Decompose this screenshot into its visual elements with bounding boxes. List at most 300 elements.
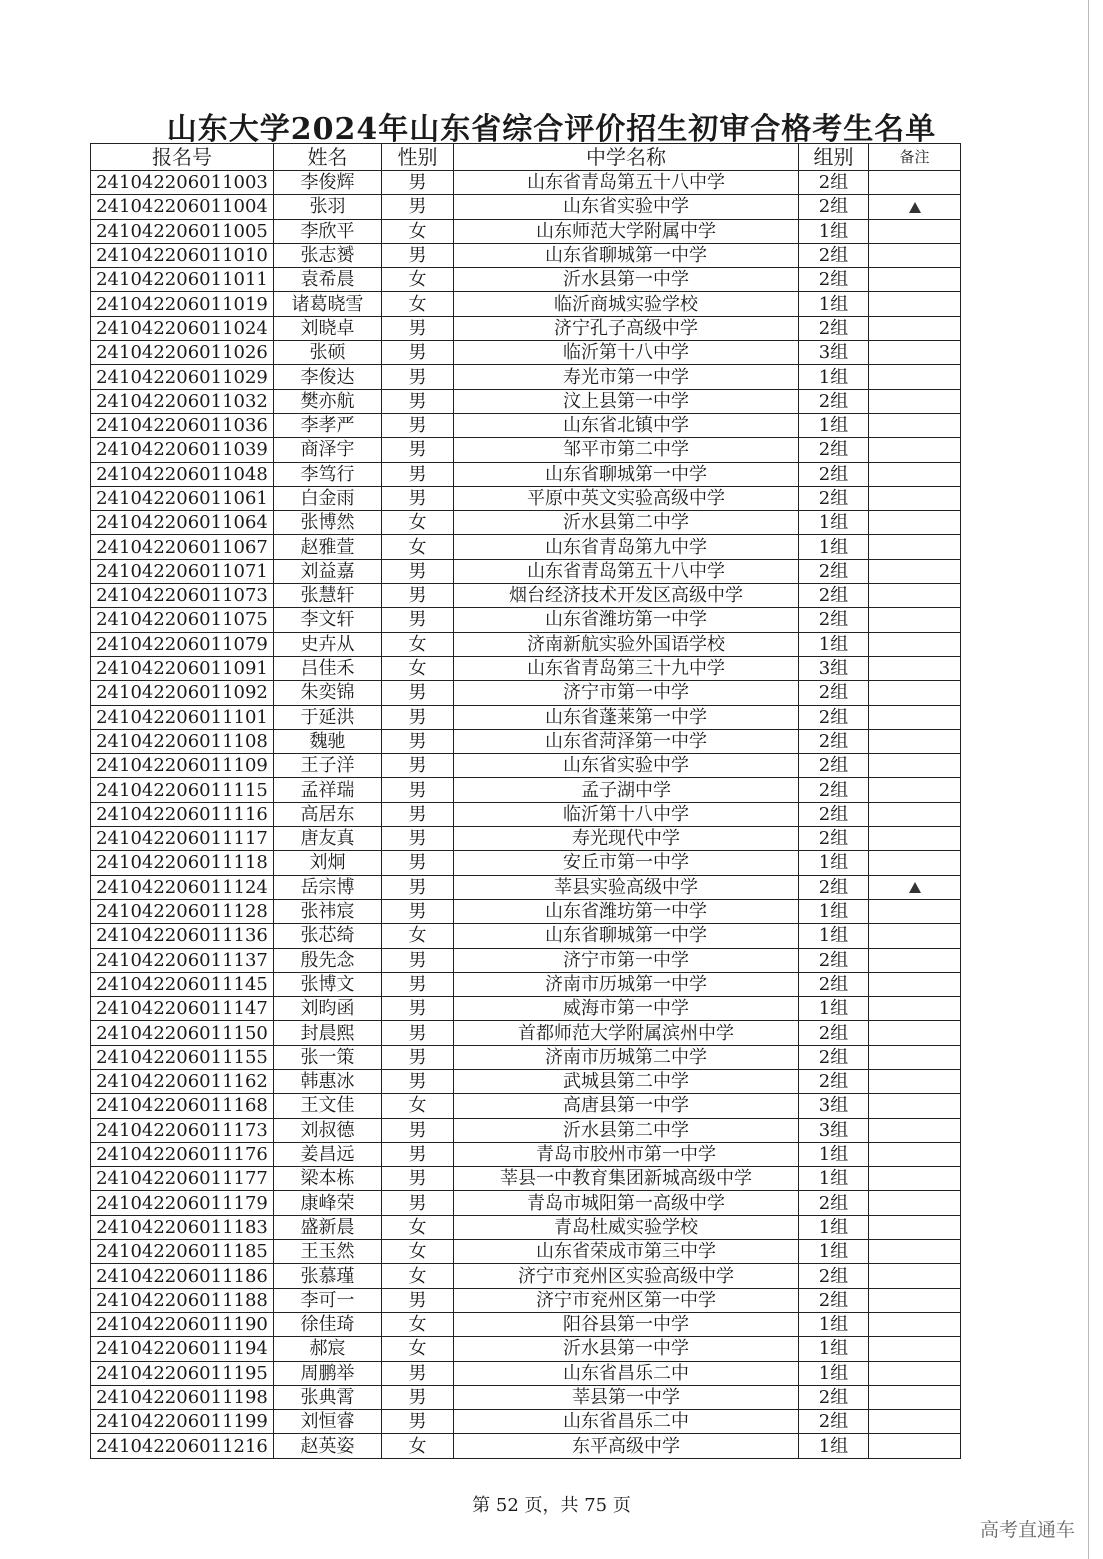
cell-school: 莘县实验高级中学 [454, 875, 799, 899]
table-row [91, 754, 961, 778]
cell-school: 武城县第二中学 [454, 1069, 799, 1093]
cell-group: 2组 [799, 243, 869, 267]
cell-school: 济宁市第一中学 [454, 681, 799, 705]
cell-id: 241042206011173 [91, 1118, 274, 1142]
header-name: 姓名 [274, 144, 382, 171]
cell-group: 2组 [799, 171, 869, 195]
cell-group: 1组 [799, 1215, 869, 1239]
table-row [91, 413, 961, 437]
cell-group: 3组 [799, 341, 869, 365]
cell-name: 盛新晨 [274, 1215, 382, 1239]
cell-gender: 男 [382, 802, 454, 826]
cell-note [869, 608, 961, 632]
cell-group: 2组 [799, 608, 869, 632]
cell-note [869, 171, 961, 195]
table-row [91, 1215, 961, 1239]
cell-gender: 男 [382, 729, 454, 753]
table-row [91, 584, 961, 608]
cell-id: 241042206011079 [91, 632, 274, 656]
cell-id: 241042206011036 [91, 413, 274, 437]
cell-name: 赵雅萱 [274, 535, 382, 559]
cell-group: 2组 [799, 1021, 869, 1045]
table-row [91, 924, 961, 948]
table-row [91, 438, 961, 462]
cell-school: 莘县一中教育集团新城高级中学 [454, 1167, 799, 1191]
cell-id: 241042206011185 [91, 1240, 274, 1264]
cell-gender: 女 [382, 1264, 454, 1288]
cell-school: 临沂第十八中学 [454, 802, 799, 826]
cell-note [869, 875, 961, 899]
cell-id: 241042206011168 [91, 1094, 274, 1118]
cell-group: 2组 [799, 438, 869, 462]
cell-note [869, 1240, 961, 1264]
table-row [91, 243, 961, 267]
cell-note [869, 948, 961, 972]
cell-note [869, 681, 961, 705]
cell-note [869, 341, 961, 365]
cell-name: 王子洋 [274, 754, 382, 778]
cell-group: 1组 [799, 1337, 869, 1361]
table-row [91, 802, 961, 826]
cell-school: 济南市历城第一中学 [454, 972, 799, 996]
cell-school: 临沂商城实验学校 [454, 292, 799, 316]
table-row [91, 1264, 961, 1288]
cell-id: 241042206011024 [91, 316, 274, 340]
table-row [91, 195, 961, 219]
cell-school: 济宁孔子高级中学 [454, 316, 799, 340]
cell-group: 2组 [799, 948, 869, 972]
cell-school: 山东省青岛第五十八中学 [454, 171, 799, 195]
cell-group: 2组 [799, 802, 869, 826]
cell-group: 1组 [799, 219, 869, 243]
cell-school: 威海市第一中学 [454, 997, 799, 1021]
cell-group: 2组 [799, 729, 869, 753]
cell-group: 1组 [799, 535, 869, 559]
cell-school: 东平高级中学 [454, 1434, 799, 1458]
cell-note [869, 511, 961, 535]
cell-note [869, 1312, 961, 1336]
cell-school: 山东省菏泽第一中学 [454, 729, 799, 753]
candidate-table [90, 143, 961, 1459]
cell-gender: 女 [382, 1337, 454, 1361]
cell-id: 241042206011115 [91, 778, 274, 802]
cell-group: 1组 [799, 1434, 869, 1458]
cell-gender: 男 [382, 681, 454, 705]
table-row [91, 292, 961, 316]
cell-name: 王文佳 [274, 1094, 382, 1118]
cell-gender: 女 [382, 535, 454, 559]
page-edge-line [1088, 0, 1089, 1559]
cell-school: 邹平市第二中学 [454, 438, 799, 462]
cell-group: 1组 [799, 1312, 869, 1336]
cell-gender: 男 [382, 1288, 454, 1312]
table-row [91, 608, 961, 632]
cell-note [869, 462, 961, 486]
cell-name: 张志赟 [274, 243, 382, 267]
table-row [91, 1240, 961, 1264]
cell-name: 高居东 [274, 802, 382, 826]
table-row [91, 1361, 961, 1385]
cell-school: 山东省潍坊第一中学 [454, 608, 799, 632]
cell-gender: 男 [382, 851, 454, 875]
table-body [91, 171, 961, 1459]
table-row [91, 486, 961, 510]
cell-note [869, 1142, 961, 1166]
cell-gender: 男 [382, 462, 454, 486]
cell-id: 241042206011071 [91, 559, 274, 583]
cell-id: 241042206011186 [91, 1264, 274, 1288]
cell-gender: 男 [382, 1167, 454, 1191]
cell-name: 李笃行 [274, 462, 382, 486]
cell-id: 241042206011190 [91, 1312, 274, 1336]
page-title: 山东大学2024年山东省综合评价招生初审合格考生名单 [166, 112, 937, 147]
header-gender: 性别 [382, 144, 454, 171]
cell-id: 241042206011026 [91, 341, 274, 365]
cell-gender: 男 [382, 1410, 454, 1434]
cell-gender: 男 [382, 875, 454, 899]
cell-id: 241042206011137 [91, 948, 274, 972]
table-row [91, 1045, 961, 1069]
cell-note [869, 1094, 961, 1118]
cell-id: 241042206011029 [91, 365, 274, 389]
cell-group: 1组 [799, 292, 869, 316]
cell-id: 241042206011128 [91, 899, 274, 923]
cell-id: 241042206011179 [91, 1191, 274, 1215]
table-row [91, 511, 961, 535]
cell-note [869, 1385, 961, 1409]
table-header-row [91, 144, 961, 171]
cell-id: 241042206011061 [91, 486, 274, 510]
triangle-mark-icon [909, 202, 921, 213]
cell-name: 李俊达 [274, 365, 382, 389]
cell-id: 241042206011116 [91, 802, 274, 826]
cell-school: 山东省青岛第五十八中学 [454, 559, 799, 583]
header-school: 中学名称 [454, 144, 799, 171]
cell-name: 李可一 [274, 1288, 382, 1312]
cell-gender: 男 [382, 243, 454, 267]
cell-school: 山东省实验中学 [454, 754, 799, 778]
cell-gender: 男 [382, 899, 454, 923]
table-row [91, 365, 961, 389]
cell-note [869, 316, 961, 340]
cell-group: 2组 [799, 389, 869, 413]
cell-gender: 男 [382, 827, 454, 851]
cell-school: 山东省潍坊第一中学 [454, 899, 799, 923]
cell-gender: 女 [382, 1240, 454, 1264]
cell-group: 3组 [799, 1118, 869, 1142]
cell-id: 241042206011124 [91, 875, 274, 899]
table-row [91, 171, 961, 195]
header-group: 组别 [799, 144, 869, 171]
cell-id: 241042206011010 [91, 243, 274, 267]
table-row [91, 316, 961, 340]
cell-school: 莘县第一中学 [454, 1385, 799, 1409]
cell-name: 樊亦航 [274, 389, 382, 413]
cell-name: 史卉从 [274, 632, 382, 656]
cell-group: 2组 [799, 584, 869, 608]
cell-id: 241042206011188 [91, 1288, 274, 1312]
cell-school: 沂水县第二中学 [454, 1118, 799, 1142]
cell-note [869, 827, 961, 851]
cell-gender: 男 [382, 365, 454, 389]
cell-group: 1组 [799, 365, 869, 389]
cell-school: 沂水县第二中学 [454, 511, 799, 535]
cell-name: 刘晓卓 [274, 316, 382, 340]
cell-note [869, 1167, 961, 1191]
cell-name: 商泽宇 [274, 438, 382, 462]
cell-name: 唐友真 [274, 827, 382, 851]
cell-note [869, 754, 961, 778]
table-row [91, 1069, 961, 1093]
cell-id: 241042206011075 [91, 608, 274, 632]
cell-school: 青岛市胶州市第一中学 [454, 1142, 799, 1166]
cell-id: 241042206011011 [91, 268, 274, 292]
cell-school: 烟台经济技术开发区高级中学 [454, 584, 799, 608]
cell-school: 阳谷县第一中学 [454, 1312, 799, 1336]
cell-note [869, 1118, 961, 1142]
cell-group: 3组 [799, 656, 869, 680]
cell-name: 张典霄 [274, 1385, 382, 1409]
cell-gender: 女 [382, 924, 454, 948]
cell-id: 241042206011155 [91, 1045, 274, 1069]
cell-gender: 男 [382, 705, 454, 729]
cell-group: 1组 [799, 899, 869, 923]
cell-group: 2组 [799, 1264, 869, 1288]
cell-gender: 女 [382, 511, 454, 535]
cell-group: 1组 [799, 632, 869, 656]
table-row [91, 997, 961, 1021]
cell-group: 2组 [799, 486, 869, 510]
cell-group: 2组 [799, 754, 869, 778]
cell-name: 刘叔德 [274, 1118, 382, 1142]
cell-school: 首都师范大学附属滨州中学 [454, 1021, 799, 1045]
table-row [91, 705, 961, 729]
cell-id: 241042206011194 [91, 1337, 274, 1361]
cell-group: 1组 [799, 924, 869, 948]
cell-gender: 男 [382, 1045, 454, 1069]
cell-school: 平原中英文实验高级中学 [454, 486, 799, 510]
header-id: 报名号 [91, 144, 274, 171]
cell-school: 山东省聊城第一中学 [454, 924, 799, 948]
table-row [91, 1094, 961, 1118]
cell-school: 寿光现代中学 [454, 827, 799, 851]
cell-note [869, 851, 961, 875]
cell-note [869, 219, 961, 243]
cell-note [869, 438, 961, 462]
cell-id: 241042206011117 [91, 827, 274, 851]
cell-school: 山东省青岛第九中学 [454, 535, 799, 559]
cell-gender: 女 [382, 1094, 454, 1118]
cell-gender: 男 [382, 486, 454, 510]
cell-group: 2组 [799, 1045, 869, 1069]
cell-note [869, 705, 961, 729]
table-row [91, 875, 961, 899]
cell-group: 2组 [799, 462, 869, 486]
cell-note [869, 778, 961, 802]
cell-gender: 男 [382, 997, 454, 1021]
cell-id: 241042206011091 [91, 656, 274, 680]
cell-group: 2组 [799, 972, 869, 996]
cell-group: 2组 [799, 875, 869, 899]
cell-name: 孟祥瑞 [274, 778, 382, 802]
cell-name: 岳宗博 [274, 875, 382, 899]
cell-id: 241042206011048 [91, 462, 274, 486]
cell-note [869, 1045, 961, 1069]
cell-name: 韩惠冰 [274, 1069, 382, 1093]
cell-name: 张硕 [274, 341, 382, 365]
cell-note [869, 924, 961, 948]
table-row [91, 851, 961, 875]
table-row [91, 778, 961, 802]
cell-id: 241042206011003 [91, 171, 274, 195]
cell-group: 2组 [799, 316, 869, 340]
cell-gender: 男 [382, 341, 454, 365]
cell-note [869, 729, 961, 753]
cell-name: 张博然 [274, 511, 382, 535]
cell-gender: 女 [382, 268, 454, 292]
cell-school: 山东省实验中学 [454, 195, 799, 219]
cell-school: 山东师范大学附属中学 [454, 219, 799, 243]
cell-group: 1组 [799, 511, 869, 535]
cell-note [869, 1215, 961, 1239]
cell-id: 241042206011073 [91, 584, 274, 608]
cell-school: 山东省昌乐二中 [454, 1361, 799, 1385]
cell-name: 赵英姿 [274, 1434, 382, 1458]
cell-group: 2组 [799, 681, 869, 705]
cell-name: 袁希晨 [274, 268, 382, 292]
cell-gender: 女 [382, 1434, 454, 1458]
cell-note [869, 1264, 961, 1288]
cell-note [869, 1361, 961, 1385]
cell-name: 殷先念 [274, 948, 382, 972]
cell-group: 1组 [799, 413, 869, 437]
cell-name: 王玉然 [274, 1240, 382, 1264]
cell-gender: 男 [382, 608, 454, 632]
cell-id: 241042206011199 [91, 1410, 274, 1434]
cell-group: 2组 [799, 559, 869, 583]
cell-gender: 女 [382, 292, 454, 316]
cell-id: 241042206011092 [91, 681, 274, 705]
cell-name: 李文轩 [274, 608, 382, 632]
cell-group: 2组 [799, 1288, 869, 1312]
cell-id: 241042206011198 [91, 1385, 274, 1409]
cell-id: 241042206011162 [91, 1069, 274, 1093]
cell-school: 沂水县第一中学 [454, 1337, 799, 1361]
cell-gender: 女 [382, 1312, 454, 1336]
table-row [91, 1118, 961, 1142]
cell-group: 2组 [799, 827, 869, 851]
table-row [91, 559, 961, 583]
table-row [91, 899, 961, 923]
cell-id: 241042206011145 [91, 972, 274, 996]
cell-id: 241042206011101 [91, 705, 274, 729]
cell-note [869, 1410, 961, 1434]
cell-school: 山东省荣成市第三中学 [454, 1240, 799, 1264]
cell-school: 安丘市第一中学 [454, 851, 799, 875]
table-row [91, 632, 961, 656]
cell-id: 241042206011136 [91, 924, 274, 948]
cell-group: 2组 [799, 1410, 869, 1434]
cell-name: 周鹏举 [274, 1361, 382, 1385]
cell-name: 朱奕锦 [274, 681, 382, 705]
table-row [91, 1191, 961, 1215]
table-row [91, 729, 961, 753]
table-row [91, 1337, 961, 1361]
cell-note [869, 413, 961, 437]
cell-name: 张芯绮 [274, 924, 382, 948]
cell-name: 刘益嘉 [274, 559, 382, 583]
cell-group: 2组 [799, 195, 869, 219]
table-row [91, 389, 961, 413]
cell-id: 241042206011067 [91, 535, 274, 559]
table-row [91, 341, 961, 365]
cell-name: 张博文 [274, 972, 382, 996]
cell-id: 241042206011195 [91, 1361, 274, 1385]
cell-name: 封晨熙 [274, 1021, 382, 1045]
table-row [91, 1288, 961, 1312]
cell-group: 2组 [799, 1069, 869, 1093]
cell-note [869, 899, 961, 923]
cell-note [869, 1337, 961, 1361]
cell-name: 刘恒睿 [274, 1410, 382, 1434]
cell-school: 济宁市第一中学 [454, 948, 799, 972]
cell-name: 李俊辉 [274, 171, 382, 195]
cell-gender: 男 [382, 584, 454, 608]
cell-gender: 男 [382, 1142, 454, 1166]
table-row [91, 268, 961, 292]
cell-id: 241042206011039 [91, 438, 274, 462]
cell-gender: 男 [382, 559, 454, 583]
cell-note [869, 486, 961, 510]
cell-group: 1组 [799, 1361, 869, 1385]
cell-name: 梁本栋 [274, 1167, 382, 1191]
cell-group: 1组 [799, 1167, 869, 1191]
cell-id: 241042206011216 [91, 1434, 274, 1458]
cell-group: 1组 [799, 851, 869, 875]
cell-note [869, 584, 961, 608]
cell-name: 郝宸 [274, 1337, 382, 1361]
cell-school: 山东省蓬莱第一中学 [454, 705, 799, 729]
cell-note [869, 195, 961, 219]
cell-name: 康峰荣 [274, 1191, 382, 1215]
cell-gender: 女 [382, 632, 454, 656]
cell-id: 241042206011064 [91, 511, 274, 535]
cell-note [869, 972, 961, 996]
cell-name: 李孝严 [274, 413, 382, 437]
cell-group: 1组 [799, 997, 869, 1021]
cell-name: 张羽 [274, 195, 382, 219]
cell-gender: 男 [382, 754, 454, 778]
cell-name: 于延洪 [274, 705, 382, 729]
cell-gender: 男 [382, 1021, 454, 1045]
cell-gender: 男 [382, 972, 454, 996]
cell-school: 沂水县第一中学 [454, 268, 799, 292]
cell-gender: 男 [382, 1191, 454, 1215]
cell-name: 魏驰 [274, 729, 382, 753]
table-row [91, 219, 961, 243]
table-row [91, 827, 961, 851]
cell-gender: 女 [382, 656, 454, 680]
cell-group: 1组 [799, 1240, 869, 1264]
cell-name: 李欣平 [274, 219, 382, 243]
cell-id: 241042206011019 [91, 292, 274, 316]
cell-note [869, 268, 961, 292]
cell-name: 刘昀函 [274, 997, 382, 1021]
table-row [91, 681, 961, 705]
cell-school: 高唐县第一中学 [454, 1094, 799, 1118]
cell-note [869, 1434, 961, 1458]
cell-group: 3组 [799, 1094, 869, 1118]
